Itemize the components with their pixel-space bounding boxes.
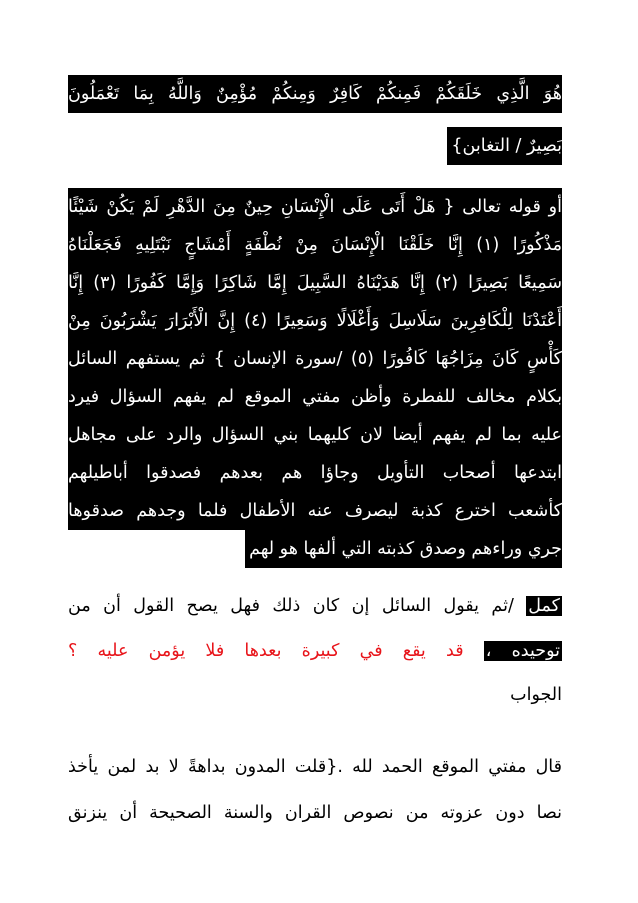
- body-line: ابتدعها أصحاب التأويل وجاؤا هم بعدهم فصدقوا أباطيلهم: [68, 454, 562, 492]
- answer-line: قال مفتي الموقع الحمد لله .{قلت المدون بداهةً لا بد لمن يأخذ: [68, 757, 562, 777]
- highlighted-word: كمل: [528, 596, 560, 616]
- red-question-text: قد يقع في كبيرة بعدها فلا يؤمن عليه ؟: [68, 641, 464, 661]
- body-line: عليه بما لم يفهم أيضا لان كليهما بني السؤال والرد على مجاهل: [68, 416, 562, 454]
- body-line: جري وراءهم وصدق كذبته التي ألفها هو لهم: [245, 530, 562, 568]
- highlighted-word: توحيده ،: [485, 641, 560, 661]
- answer-heading: الجواب: [510, 685, 562, 705]
- question-text: /ثم يقول السائل إن كان ذلك فهل يصح القول أن من: [68, 596, 514, 616]
- body-line: بكلام مخالف للفطرة وأظن مفتي الموقع لم يفهم السؤال فيرد: [68, 378, 562, 416]
- quran-verse-reference: بَصِيرٌ / التغابن}: [447, 127, 562, 165]
- question-line: [68, 587, 562, 625]
- answer-line: نصا دون عزوته من نصوص القران والسنة الصحيحة أن ينزنق: [68, 803, 562, 823]
- body-line: كَأْسٍ كَانَ مِزَاجُهَا كَافُورًا (٥) /سورة الإنسان } ثم يستفهم السائل: [68, 340, 562, 378]
- question-line-red: [68, 632, 562, 670]
- body-line: أو قوله تعالى { هَلْ أَتَى عَلَى الْإِنْسَانِ حِينٌ مِنَ الدَّهْرِ لَمْ يَكُنْ شَيْئًا: [68, 188, 562, 226]
- quran-verse-line: هُوَ الَّذِي خَلَقَكُمْ فَمِنكُمْ كَافِرٌ وَمِنكُمْ مُؤْمِنٌ وَاللَّهُ بِمَا تَعْمَلُونَ: [68, 75, 562, 113]
- body-line: مَذْكُورًا (١) إِنَّا خَلَقْنَا الْإِنْسَانَ مِنْ نُطْفَةٍ أَمْشَاجٍ نَبْتَلِيهِ فَجَعَلْنَاهُ: [68, 226, 562, 264]
- body-line: كأشعب اخترع كذبة ليصرف عنه الأطفال فلما وجدهم صدقوها: [68, 492, 562, 530]
- body-line: أَعْتَدْنَا لِلْكَافِرِينَ سَلَاسِلَ وَأَغْلَالًا وَسَعِيرًا (٤) إِنَّ الْأَبْرَارَ يَشْرَبُونَ مِنْ: [68, 302, 562, 340]
- body-line: سَمِيعًا بَصِيرًا (٢) إِنَّا هَدَيْنَاهُ السَّبِيلَ إِمَّا شَاكِرًا وَإِمَّا كَفُورًا (٣) إِنَّا: [68, 264, 562, 302]
